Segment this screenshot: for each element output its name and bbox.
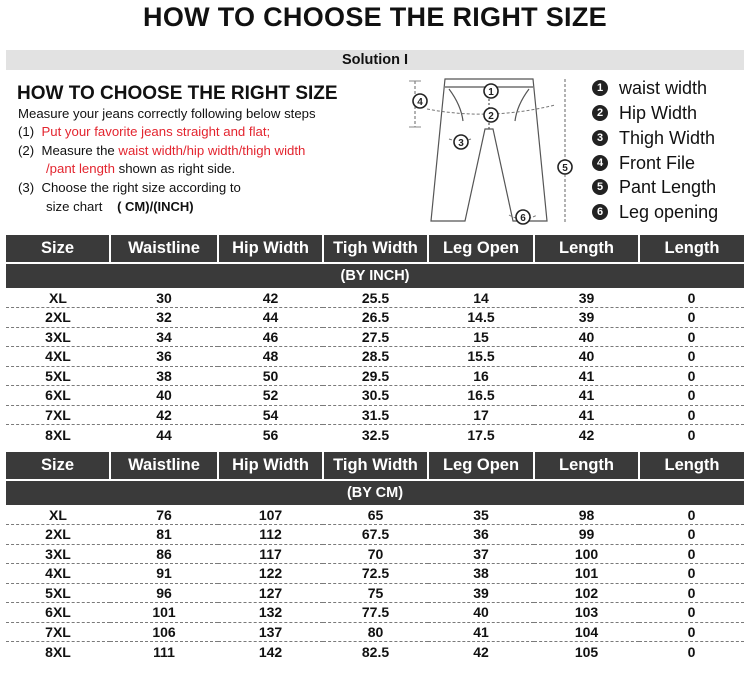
table-row xyxy=(6,347,744,367)
table-cell: 105 xyxy=(574,643,599,660)
table-cell: 56 xyxy=(262,426,279,443)
legend-label: Thigh Width xyxy=(619,128,716,148)
step-3-number: (3) xyxy=(18,180,35,195)
cm-header-row xyxy=(6,452,744,480)
table-cell: 39 xyxy=(534,288,639,308)
table-cell: 127 xyxy=(218,583,323,603)
table-cell: 106 xyxy=(110,622,218,642)
column-header: Length xyxy=(534,452,639,480)
table-cell: 3XL xyxy=(6,327,110,347)
table-cell: 16 xyxy=(428,366,534,386)
table-cell: XL xyxy=(6,505,110,525)
table-cell: 41 xyxy=(534,386,639,406)
table-cell: 40 xyxy=(534,347,639,367)
jeans-diagram xyxy=(405,75,580,233)
table-cell: 4XL xyxy=(6,347,110,367)
inch-unit-row xyxy=(6,263,744,288)
table-cell: 98 xyxy=(534,505,639,525)
table-cell: 5XL xyxy=(6,366,110,386)
table-cell: XL xyxy=(6,288,110,308)
table-cell: 41 xyxy=(534,366,639,386)
table-cell: 82.5 xyxy=(361,643,390,660)
table-cell: 30.5 xyxy=(323,386,428,406)
table-cell: 8XL xyxy=(45,426,71,443)
diagram-marker-4: 4 xyxy=(417,97,423,108)
table-cell: 0 xyxy=(639,505,744,525)
howto-intro: Measure your jeans correctly following below steps xyxy=(18,106,316,121)
table-cell: 101 xyxy=(110,603,218,623)
table-cell: 38 xyxy=(110,366,218,386)
table-cell: 0 xyxy=(639,525,744,545)
step-1 xyxy=(18,124,270,140)
table-cell: 0 xyxy=(639,564,744,584)
inch-size-table xyxy=(6,235,744,444)
step-3-cont xyxy=(46,199,194,215)
unit-label: (BY CM) xyxy=(6,480,744,505)
table-cell: 28.5 xyxy=(323,347,428,367)
table-row xyxy=(6,366,744,386)
column-header: Waistline xyxy=(110,452,218,480)
table-cell: 17.5 xyxy=(467,426,495,443)
table-cell: 75 xyxy=(323,583,428,603)
table-cell: 7XL xyxy=(6,405,110,425)
table-cell: 35 xyxy=(428,505,534,525)
table-cell: 117 xyxy=(218,544,323,564)
step-2 xyxy=(18,143,305,159)
column-header: Waistline xyxy=(110,235,218,263)
table-cell: 26.5 xyxy=(323,308,428,328)
table-cell: 0 xyxy=(639,544,744,564)
table-cell: 30 xyxy=(110,288,218,308)
table-cell: 29.5 xyxy=(323,366,428,386)
table-cell: 36 xyxy=(428,525,534,545)
table-cell: 81 xyxy=(110,525,218,545)
table-cell: 142 xyxy=(258,643,283,660)
diagram-marker-5: 5 xyxy=(562,163,568,174)
table-cell: 0 xyxy=(639,622,744,642)
table-row xyxy=(6,544,744,564)
legend-number: 1 xyxy=(592,80,608,96)
column-header: Hip Width xyxy=(218,452,323,480)
column-header: Tigh Width xyxy=(323,235,428,263)
legend-label: Leg opening xyxy=(619,202,719,222)
step-2-red: waist width/hip width/thigh width xyxy=(118,143,306,158)
table-row xyxy=(6,564,744,584)
table-cell: 122 xyxy=(218,564,323,584)
legend-number: 5 xyxy=(592,179,608,195)
legend-label: waist width xyxy=(619,78,708,98)
unit-label: (BY INCH) xyxy=(6,263,744,288)
table-cell: 42 xyxy=(578,426,595,443)
table-cell: 6XL xyxy=(6,386,110,406)
table-cell: 104 xyxy=(534,622,639,642)
step-3-text-2: size chart xyxy=(46,199,103,214)
table-cell: 96 xyxy=(110,583,218,603)
table-cell: 39 xyxy=(534,308,639,328)
table-cell: 0 xyxy=(639,327,744,347)
table-row xyxy=(6,327,744,347)
table-cell: 40 xyxy=(428,603,534,623)
table-cell: 77.5 xyxy=(323,603,428,623)
table-cell: 32.5 xyxy=(361,426,390,443)
table-cell: 17 xyxy=(428,405,534,425)
step-2-post: shown as right side. xyxy=(114,161,236,176)
table-row xyxy=(6,525,744,545)
table-cell: 6XL xyxy=(6,603,110,623)
diagram-marker-1: 1 xyxy=(488,87,494,98)
table-cell: 80 xyxy=(323,622,428,642)
table-cell: 7XL xyxy=(6,622,110,642)
table-cell: 0 xyxy=(687,643,696,660)
table-cell: 112 xyxy=(218,525,323,545)
table-cell: 40 xyxy=(110,386,218,406)
table-cell: 39 xyxy=(428,583,534,603)
table-cell: 4XL xyxy=(6,564,110,584)
table-cell: 16.5 xyxy=(428,386,534,406)
table-cell: 14 xyxy=(428,288,534,308)
step-2-cont xyxy=(46,161,235,177)
table-cell: 111 xyxy=(153,643,175,660)
table-cell: 42 xyxy=(110,405,218,425)
column-header: Length xyxy=(534,235,639,263)
table-cell: 0 xyxy=(639,288,744,308)
table-cell: 0 xyxy=(639,583,744,603)
table-cell: 137 xyxy=(218,622,323,642)
table-cell: 101 xyxy=(534,564,639,584)
table-cell: 2XL xyxy=(6,308,110,328)
legend-label: Front File xyxy=(619,153,696,173)
table-row xyxy=(6,386,744,406)
table-cell: 100 xyxy=(534,544,639,564)
column-header: Length xyxy=(639,452,744,480)
table-cell: 31.5 xyxy=(323,405,428,425)
table-cell: 27.5 xyxy=(323,327,428,347)
table-cell: 38 xyxy=(428,564,534,584)
table-cell: 44 xyxy=(218,308,323,328)
table-cell: 72.5 xyxy=(323,564,428,584)
cm-size-table xyxy=(6,452,744,661)
table-cell: 37 xyxy=(428,544,534,564)
table-cell: 50 xyxy=(218,366,323,386)
table-row xyxy=(6,642,744,662)
table-cell: 0 xyxy=(639,603,744,623)
table-cell: 65 xyxy=(323,505,428,525)
column-header: Length xyxy=(639,235,744,263)
table-cell: 40 xyxy=(534,327,639,347)
table-cell: 42 xyxy=(473,643,489,660)
table-cell: 15 xyxy=(428,327,534,347)
step-2-pre: Measure the xyxy=(41,143,119,158)
page-title: HOW TO CHOOSE THE RIGHT SIZE xyxy=(143,2,607,32)
table-cell: 86 xyxy=(110,544,218,564)
table-cell: 32 xyxy=(110,308,218,328)
step-2-number: (2) xyxy=(18,143,35,158)
table-cell: 8XL xyxy=(45,643,71,660)
table-cell: 34 xyxy=(110,327,218,347)
table-cell: 0 xyxy=(639,386,744,406)
table-cell: 0 xyxy=(639,347,744,367)
table-cell: 67.5 xyxy=(323,525,428,545)
legend-number: 4 xyxy=(592,155,608,171)
table-cell: 14.5 xyxy=(428,308,534,328)
table-cell: 70 xyxy=(323,544,428,564)
table-cell: 48 xyxy=(218,347,323,367)
table-row xyxy=(6,308,744,328)
table-cell: 102 xyxy=(534,583,639,603)
table-cell: 54 xyxy=(218,405,323,425)
table-cell: 41 xyxy=(428,622,534,642)
table-cell: 91 xyxy=(110,564,218,584)
column-header: Tigh Width xyxy=(323,452,428,480)
table-cell: 0 xyxy=(639,308,744,328)
legend-label: Hip Width xyxy=(619,103,698,123)
table-row xyxy=(6,288,744,308)
table-cell: 5XL xyxy=(6,583,110,603)
table-cell: 46 xyxy=(218,327,323,347)
legend-number: 2 xyxy=(592,105,608,121)
step-3-text: Choose the right size according to xyxy=(41,180,241,195)
legend-number: 6 xyxy=(592,204,608,220)
step-3 xyxy=(18,180,241,196)
column-header: Leg Open xyxy=(428,235,534,263)
diagram-marker-3: 3 xyxy=(458,138,464,149)
column-header: Leg Open xyxy=(428,452,534,480)
inch-header-row xyxy=(6,235,744,263)
table-cell: 42 xyxy=(218,288,323,308)
table-cell: 52 xyxy=(218,386,323,406)
step-1-number: (1) xyxy=(18,124,35,139)
cm-unit-row xyxy=(6,480,744,505)
table-row xyxy=(6,583,744,603)
table-row xyxy=(6,622,744,642)
diagram-marker-6: 6 xyxy=(520,213,526,224)
howto-title: HOW TO CHOOSE THE RIGHT SIZE xyxy=(17,83,338,104)
table-cell: 41 xyxy=(534,405,639,425)
step-2-red-2: /pant length xyxy=(46,161,115,176)
column-header: Size xyxy=(6,235,110,263)
table-row xyxy=(6,505,744,525)
table-cell: 132 xyxy=(218,603,323,623)
table-cell: 36 xyxy=(110,347,218,367)
table-cell: 0 xyxy=(687,426,696,443)
table-cell: 15.5 xyxy=(428,347,534,367)
table-row xyxy=(6,405,744,425)
table-cell: 25.5 xyxy=(323,288,428,308)
table-cell: 44 xyxy=(156,426,172,443)
solution-band: Solution I xyxy=(6,50,744,70)
column-header: Size xyxy=(6,452,110,480)
table-cell: 99 xyxy=(534,525,639,545)
table-cell: 3XL xyxy=(6,544,110,564)
table-cell: 2XL xyxy=(6,525,110,545)
table-cell: 0 xyxy=(639,405,744,425)
legend-label: Pant Length xyxy=(619,177,717,197)
step-1-text: Put your favorite jeans straight and flat; xyxy=(41,124,271,139)
legend-number: 3 xyxy=(592,130,608,146)
step-3-units: ( CM)/(INCH) xyxy=(117,199,194,214)
table-row xyxy=(6,603,744,623)
table-cell: 0 xyxy=(639,366,744,386)
table-cell: 76 xyxy=(110,505,218,525)
column-header: Hip Width xyxy=(218,235,323,263)
table-cell: 103 xyxy=(534,603,639,623)
table-cell: 107 xyxy=(218,505,323,525)
diagram-marker-2: 2 xyxy=(488,111,494,122)
table-row xyxy=(6,425,744,445)
